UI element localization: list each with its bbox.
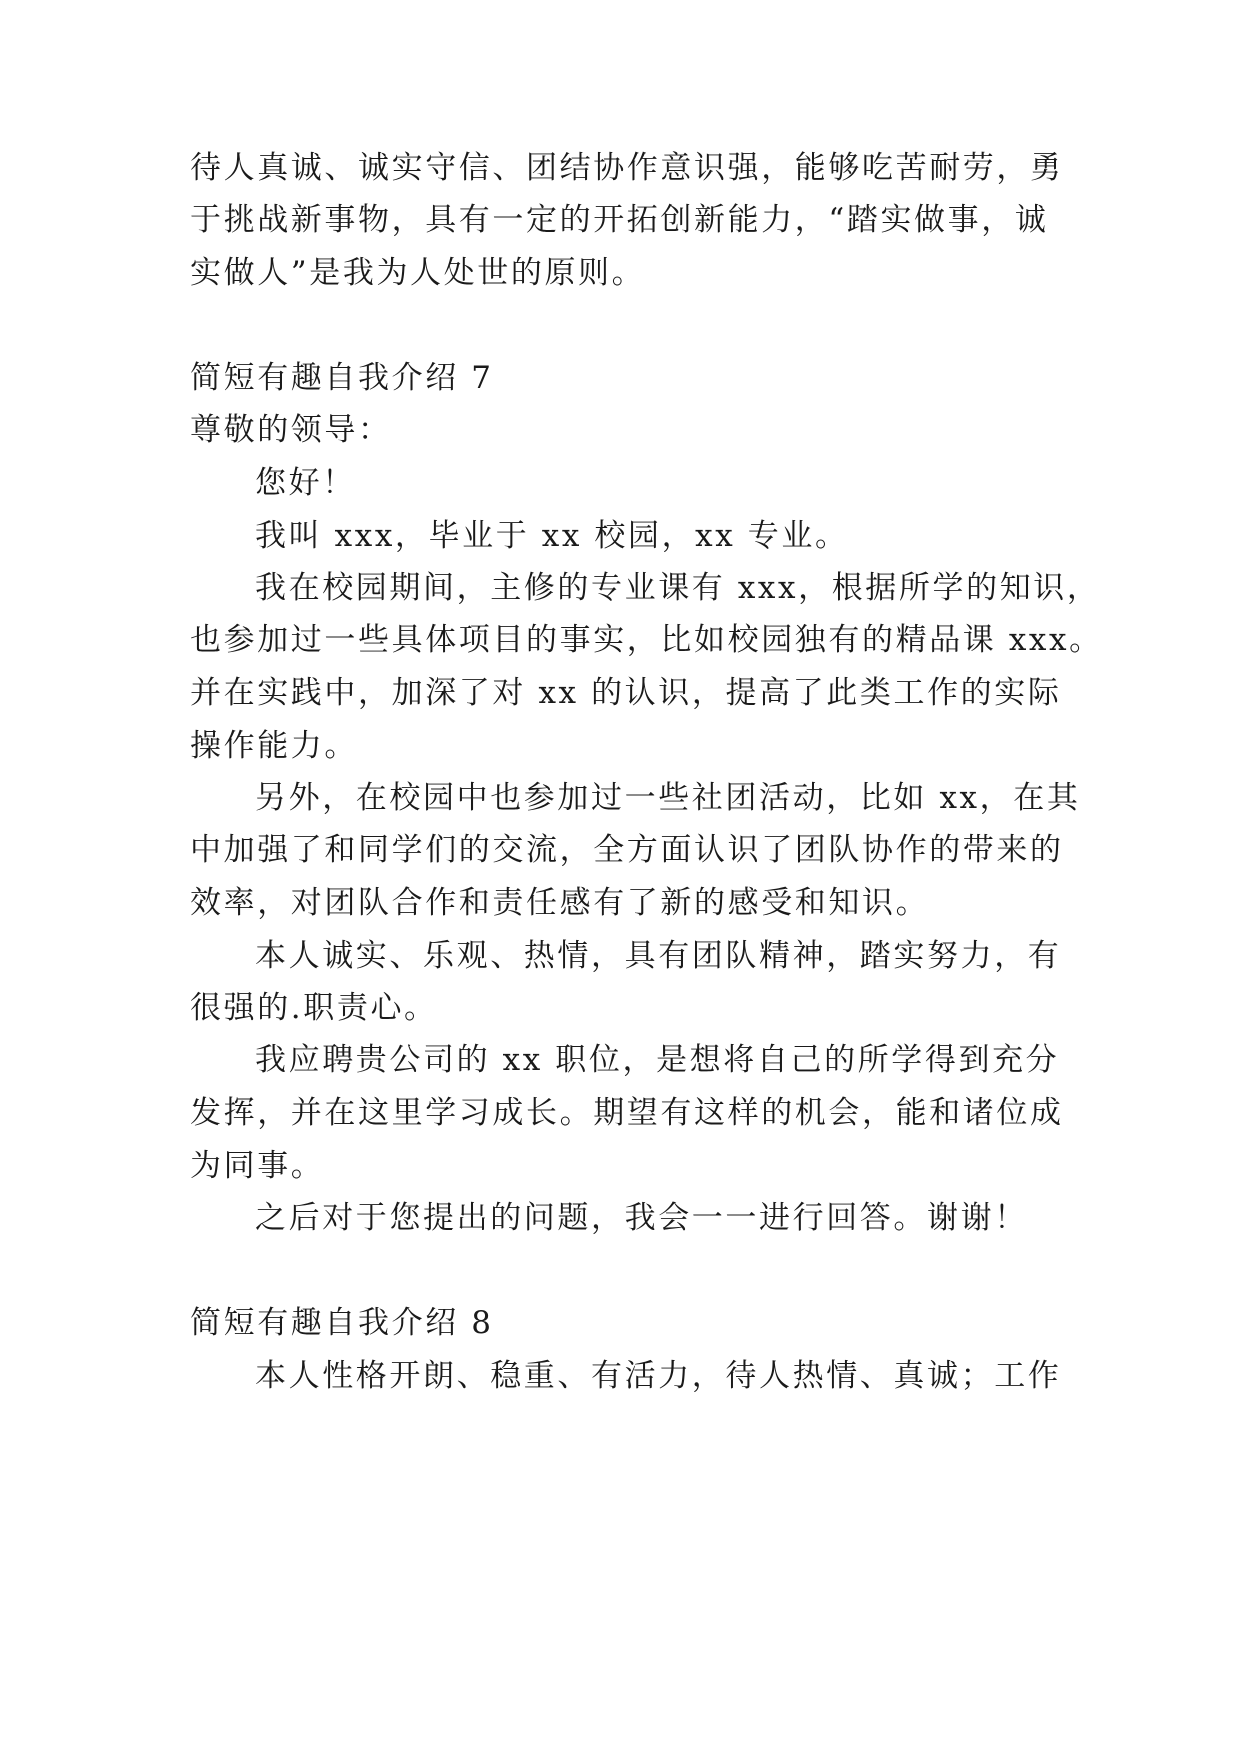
paragraph-line: 另外，在校园中也参加过一些社团活动，比如 xx，在其 bbox=[255, 780, 1081, 816]
paragraph-line: 操作能力。 bbox=[190, 728, 358, 764]
paragraph-line: 我在校园期间，主修的专业课有 xxx，根据所学的知识， bbox=[255, 570, 1101, 606]
section-heading: 简短有趣自我介绍 7 bbox=[190, 360, 494, 396]
paragraph-line: 中加强了和同学们的交流，全方面认识了团队协作的带来的 bbox=[190, 832, 1064, 868]
paragraph-line: 发挥，并在这里学习成长。期望有这样的机会，能和诸位成 bbox=[190, 1095, 1064, 1131]
paragraph-line: 为同事。 bbox=[190, 1148, 325, 1184]
greeting: 您好！ bbox=[255, 465, 356, 501]
paragraph-line: 我应聘贵公司的 xx 职位，是想将自己的所学得到充分 bbox=[255, 1042, 1060, 1078]
closing-line: 之后对于您提出的问题，我会一一进行回答。谢谢！ bbox=[255, 1200, 1028, 1236]
paragraph-line: 本人性格开朗、稳重、有活力，待人热情、真诚；工作 bbox=[255, 1358, 1062, 1394]
paragraph-line: 很强的.职责心。 bbox=[190, 990, 438, 1026]
paragraph-line: 实做人”是我为人处世的原则。 bbox=[190, 255, 646, 291]
paragraph-line: 于挑战新事物，具有一定的开拓创新能力，“踏实做事，诚 bbox=[190, 202, 1049, 238]
paragraph-line: 本人诚实、乐观、热情，具有团队精神，踏实努力，有 bbox=[255, 938, 1062, 974]
paragraph-line: 效率，对团队合作和责任感有了新的感受和知识。 bbox=[190, 885, 930, 921]
paragraph-line: 待人真诚、诚实守信、团结协作意识强，能够吃苦耐劳，勇 bbox=[190, 150, 1064, 186]
paragraph-line: 也参加过一些具体项目的事实，比如校园独有的精品课 xxx。 bbox=[190, 622, 1103, 658]
paragraph-line: 我叫 xxx，毕业于 xx 校园，xx 专业。 bbox=[255, 518, 849, 554]
section-heading: 简短有趣自我介绍 8 bbox=[190, 1305, 494, 1341]
paragraph-line: 并在实践中，加深了对 xx 的认识，提高了此类工作的实际 bbox=[190, 675, 1062, 711]
salutation: 尊敬的领导： bbox=[190, 412, 392, 448]
